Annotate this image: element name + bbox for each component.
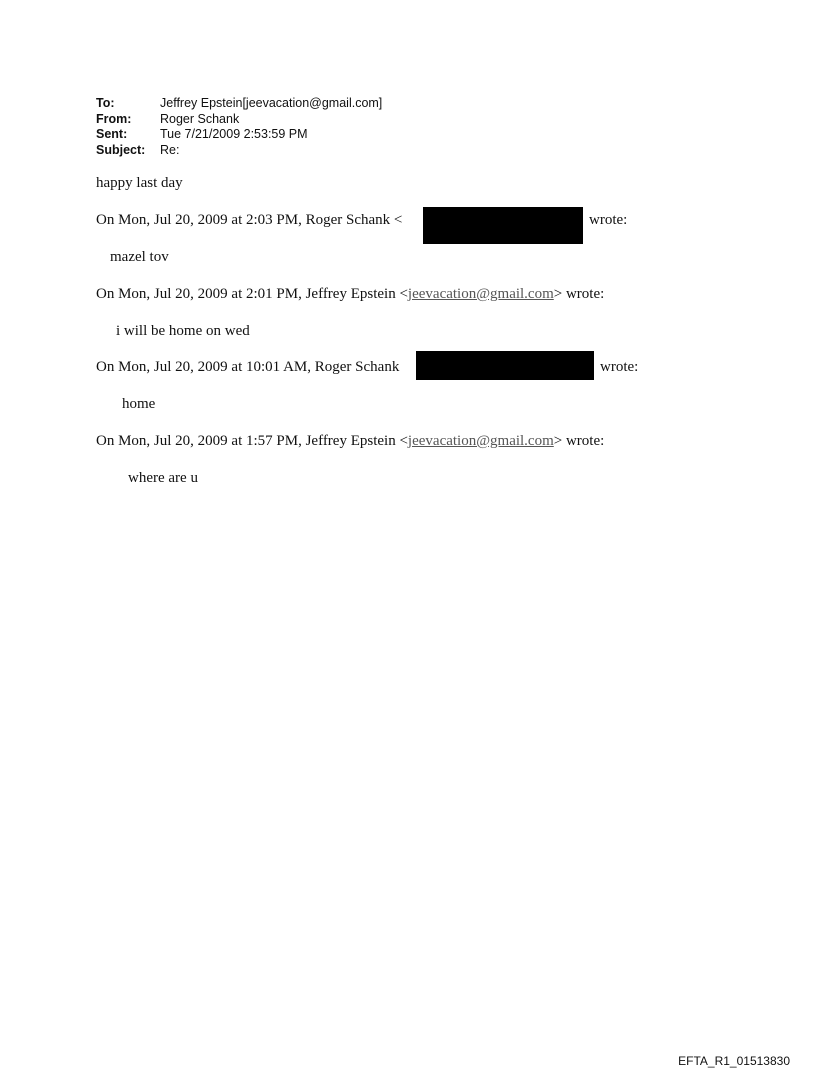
header-subject-row: [96, 143, 382, 159]
quote-header-4-suffix: > wrote:: [553, 433, 605, 449]
message-line-1: happy last day: [96, 175, 183, 191]
quote-header-3-text: On Mon, Jul 20, 2009 at 10:01 AM, Roger Schank: [96, 359, 400, 375]
header-from-row: [96, 112, 382, 128]
quote-header-2-suffix: > wrote:: [553, 286, 605, 302]
email-header: [96, 96, 382, 158]
message-line-3: i will be home on wed: [116, 323, 250, 339]
quote-header-4-text: On Mon, Jul 20, 2009 at 1:57 PM, Jeffrey Epstein <: [96, 433, 408, 449]
redaction-box-1: [423, 207, 583, 244]
message-line-2: mazel tov: [110, 249, 169, 265]
quote-header-1-text: On Mon, Jul 20, 2009 at 2:03 PM, Roger Schank <: [96, 212, 403, 228]
header-sent-row: [96, 127, 382, 143]
header-to-row: [96, 96, 382, 112]
sent-label: Sent:: [96, 127, 128, 141]
to-label: To:: [96, 96, 115, 110]
sent-value: Tue 7/21/2009 2:53:59 PM: [160, 127, 308, 141]
redaction-box-2: [416, 351, 594, 380]
to-value: Jeffrey Epstein[jeevacation@gmail.com]: [160, 96, 383, 110]
quote-header-2-text: On Mon, Jul 20, 2009 at 2:01 PM, Jeffrey Epstein <: [96, 286, 408, 302]
subject-label: Subject:: [96, 142, 146, 157]
quote-header-1: [96, 211, 402, 229]
message-line-5: where are u: [128, 470, 198, 486]
subject-value: Re:: [160, 142, 180, 157]
quote-header-3-suffix: wrote:: [600, 359, 639, 375]
email-link-2[interactable]: jeevacation@gmail.com: [407, 286, 554, 302]
quote-header-3: [96, 358, 399, 376]
document-id: EFTA_R1_01513830: [678, 1054, 790, 1068]
quote-header-1-suffix: wrote:: [589, 212, 628, 228]
message-line-4: home: [122, 396, 156, 412]
quote-header-2: [96, 285, 604, 303]
quote-header-4: [96, 432, 604, 450]
from-label: From:: [96, 111, 132, 126]
from-value: Roger Schank: [160, 111, 240, 126]
email-link-4[interactable]: jeevacation@gmail.com: [407, 433, 554, 449]
